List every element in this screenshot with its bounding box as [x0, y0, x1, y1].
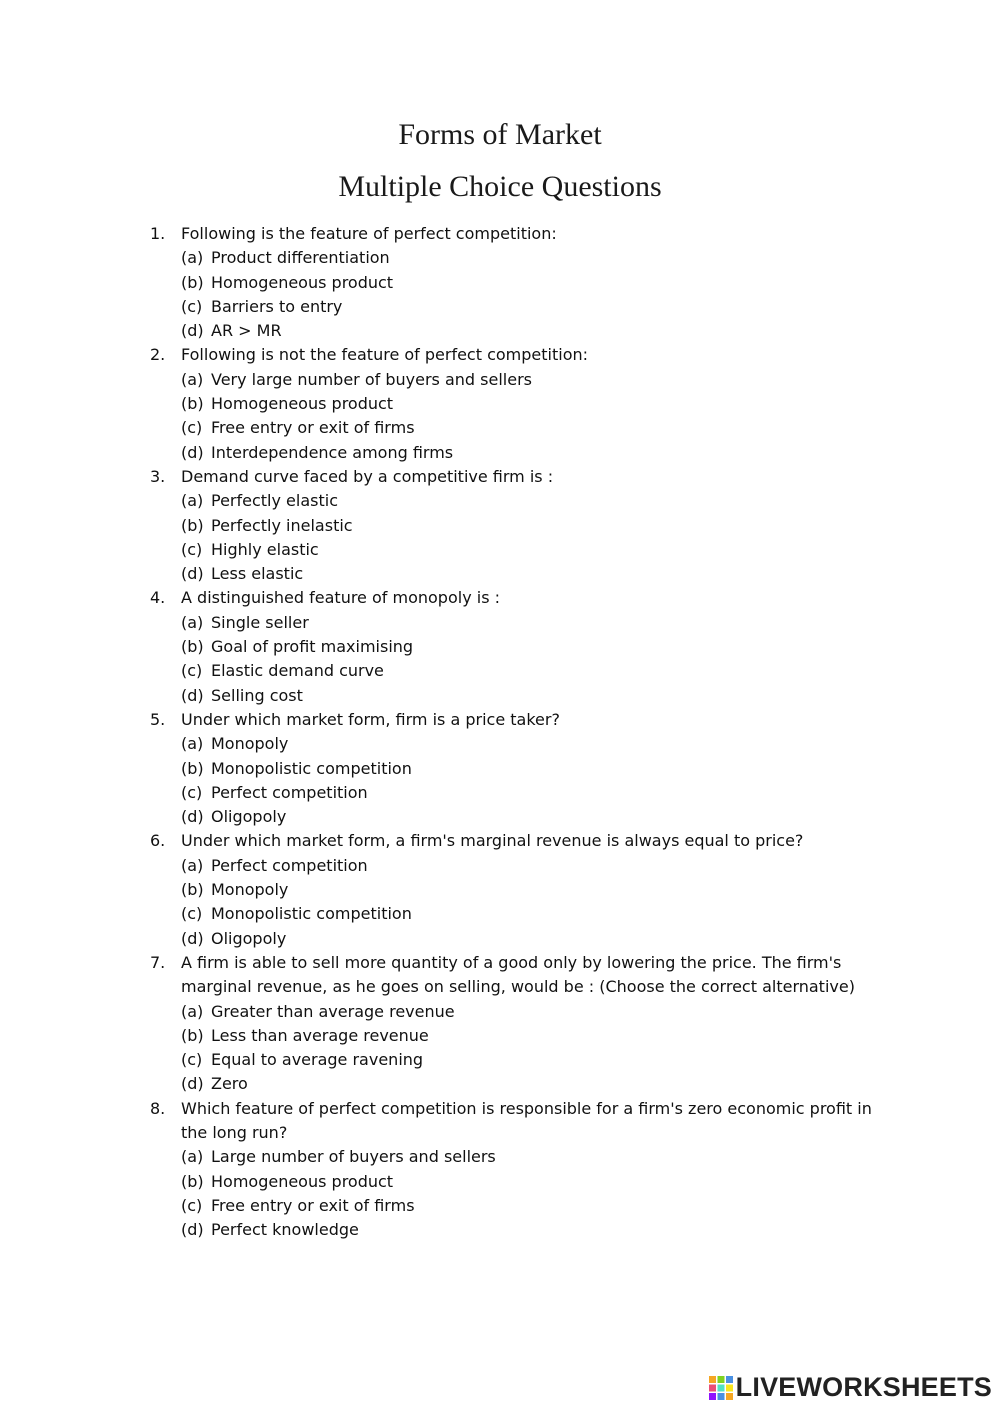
answer-option — [150, 514, 880, 538]
question-item — [150, 586, 880, 707]
question-row — [150, 343, 880, 367]
option-letter: (d) — [181, 442, 204, 462]
question-number: 6. — [150, 831, 166, 851]
option-letter: (d) — [181, 321, 204, 341]
answer-option — [150, 1048, 880, 1072]
question-item — [150, 222, 880, 343]
page-subtitle: Multiple Choice Questions — [338, 170, 662, 203]
option-text: Oligopoly — [211, 928, 287, 948]
option-letter: (d) — [181, 928, 204, 948]
option-letter: (b) — [181, 1171, 204, 1191]
answer-option — [150, 562, 880, 586]
question-text: A distinguished feature of monopoly is : — [181, 588, 500, 608]
question-text: Which feature of perfect competition is responsible for a firm's zero economic profit in the long run? — [181, 1098, 872, 1142]
question-number: 1. — [150, 224, 166, 243]
answer-option — [150, 1170, 880, 1194]
option-letter: (a) — [181, 855, 204, 875]
question-row — [150, 1097, 880, 1146]
option-letter: (d) — [181, 1220, 204, 1240]
option-text: Monopoly — [211, 734, 289, 754]
option-text: AR > MR — [211, 321, 282, 341]
answer-option — [150, 1194, 880, 1218]
option-text: Product differentiation — [211, 248, 390, 268]
answer-option — [150, 1072, 880, 1096]
question-number: 4. — [150, 588, 166, 608]
question-number: 2. — [150, 345, 166, 365]
answer-option — [150, 538, 880, 562]
option-text: Less than average revenue — [211, 1025, 429, 1045]
option-text: Elastic demand curve — [211, 661, 384, 681]
option-text: Large number of buyers and sellers — [211, 1147, 496, 1167]
option-text: Very large number of buyers and sellers — [211, 369, 532, 389]
option-letter: (b) — [181, 758, 204, 778]
answer-option — [150, 635, 880, 659]
option-letter: (a) — [181, 612, 204, 632]
answer-option — [150, 1218, 880, 1242]
liveworksheets-logo-icon — [709, 1376, 733, 1400]
option-text: Perfect competition — [211, 782, 368, 802]
option-text: Free entry or exit of firms — [211, 1195, 415, 1215]
option-text: Monopolistic competition — [211, 904, 412, 924]
answer-option — [150, 878, 880, 902]
page-title: Forms of Market — [398, 118, 602, 151]
answer-option — [150, 927, 880, 951]
question-row — [150, 829, 880, 853]
option-text: Less elastic — [211, 564, 304, 584]
option-text: Perfectly elastic — [211, 491, 338, 511]
option-letter: (a) — [181, 734, 204, 754]
option-text: Single seller — [211, 612, 309, 632]
answer-option — [150, 246, 880, 270]
question-row — [150, 465, 880, 489]
question-number: 7. — [150, 952, 166, 972]
question-text: A firm is able to sell more quantity of a good only by lowering the price. The firm's marginal revenue, as he goes on selling, would be : (Choose the correct alternative) — [181, 952, 855, 997]
question-item — [150, 343, 880, 464]
answer-option — [150, 659, 880, 683]
liveworksheets-logo — [709, 1372, 992, 1403]
question-row — [150, 222, 880, 246]
answer-option — [150, 319, 880, 343]
answer-option — [150, 757, 880, 781]
option-text: Homogeneous product — [211, 272, 394, 292]
question-item — [150, 1097, 880, 1243]
question-list — [150, 222, 880, 1242]
answer-option — [150, 392, 880, 416]
answer-option — [150, 489, 880, 513]
answer-option — [150, 1024, 880, 1048]
answer-option — [150, 781, 880, 805]
answer-option — [150, 684, 880, 708]
question-row — [150, 708, 880, 732]
option-letter: (d) — [181, 564, 204, 584]
question-text: Under which market form, firm is a price taker? — [181, 709, 560, 729]
question-number: 8. — [150, 1098, 166, 1118]
answer-option — [150, 441, 880, 465]
option-letter: (a) — [181, 1147, 204, 1167]
option-letter: (c) — [181, 661, 203, 681]
question-text: Under which market form, a firm's marginal revenue is always equal to price? — [181, 831, 804, 851]
answer-option — [150, 732, 880, 756]
option-letter: (c) — [181, 1195, 203, 1215]
option-text: Selling cost — [211, 685, 303, 705]
answer-option — [150, 1000, 880, 1024]
option-text: Perfect knowledge — [211, 1220, 359, 1240]
question-item — [150, 951, 880, 1097]
question-row — [150, 951, 880, 1000]
option-letter: (b) — [181, 637, 204, 657]
answer-option — [150, 1145, 880, 1169]
answer-option — [150, 416, 880, 440]
option-text: Monopolistic competition — [211, 758, 412, 778]
option-text: Monopoly — [211, 880, 289, 900]
answer-option — [150, 271, 880, 295]
option-letter: (b) — [181, 394, 204, 414]
option-letter: (a) — [181, 369, 204, 389]
option-letter: (d) — [181, 807, 204, 827]
option-text: Interdependence among firms — [211, 442, 454, 462]
option-letter: (b) — [181, 880, 204, 900]
option-letter: (c) — [181, 296, 203, 316]
option-letter: (c) — [181, 539, 203, 559]
answer-option — [150, 368, 880, 392]
option-letter: (b) — [181, 1025, 204, 1045]
option-letter: (b) — [181, 515, 204, 535]
answer-option — [150, 805, 880, 829]
answer-option — [150, 854, 880, 878]
question-number: 5. — [150, 709, 166, 729]
answer-option — [150, 611, 880, 635]
option-letter: (b) — [181, 272, 204, 292]
question-item — [150, 829, 880, 950]
option-text: Perfectly inelastic — [211, 515, 353, 535]
option-letter: (a) — [181, 1001, 204, 1021]
option-letter: (d) — [181, 685, 204, 705]
option-letter: (c) — [181, 782, 203, 802]
option-text: Barriers to entry — [211, 296, 343, 316]
option-text: Oligopoly — [211, 807, 287, 827]
answer-option — [150, 295, 880, 319]
option-letter: (c) — [181, 904, 203, 924]
option-text: Perfect competition — [211, 855, 368, 875]
liveworksheets-logo-text: LIVEWORKSHEETS — [735, 1372, 992, 1402]
question-number: 3. — [150, 466, 166, 486]
question-text: Following is the feature of perfect competition: — [181, 224, 557, 243]
question-item — [150, 465, 880, 586]
option-text: Equal to average ravening — [211, 1050, 424, 1070]
question-row — [150, 586, 880, 610]
option-letter: (a) — [181, 491, 204, 511]
option-letter: (a) — [181, 248, 204, 268]
answer-option — [150, 902, 880, 926]
option-letter: (d) — [181, 1074, 204, 1094]
option-text: Goal of profit maximising — [211, 637, 414, 657]
option-text: Greater than average revenue — [211, 1001, 455, 1021]
option-text: Homogeneous product — [211, 1171, 394, 1191]
option-text: Free entry or exit of firms — [211, 418, 415, 438]
question-text: Demand curve faced by a competitive firm is : — [181, 466, 554, 486]
option-text: Homogeneous product — [211, 394, 394, 414]
question-item — [150, 708, 880, 829]
question-text: Following is not the feature of perfect competition: — [181, 345, 589, 365]
option-text: Zero — [211, 1074, 248, 1094]
option-letter: (c) — [181, 1050, 203, 1070]
option-letter: (c) — [181, 418, 203, 438]
option-text: Highly elastic — [211, 539, 319, 559]
